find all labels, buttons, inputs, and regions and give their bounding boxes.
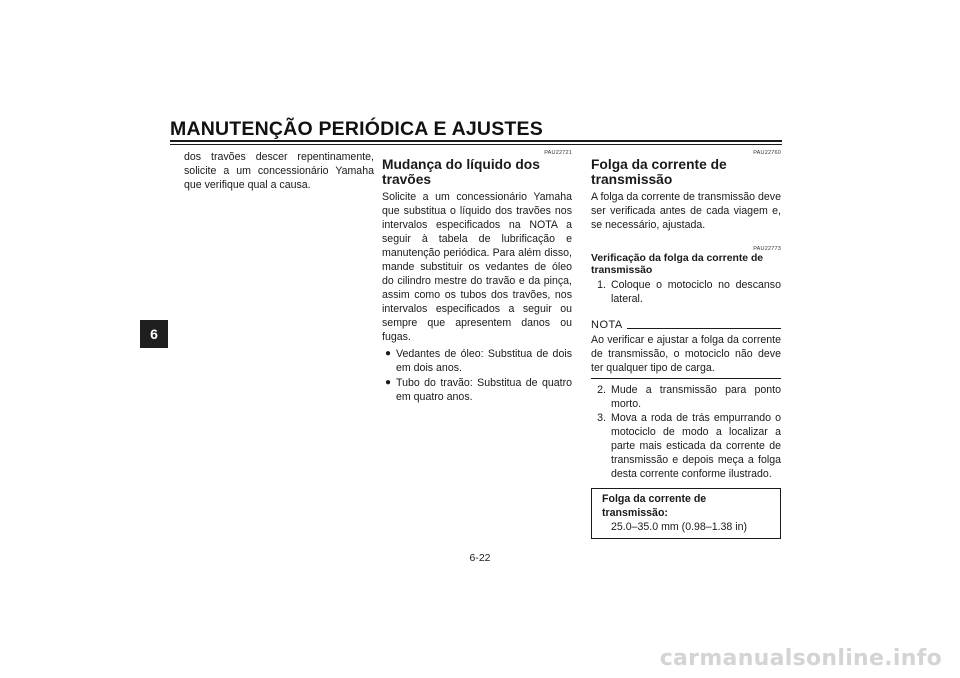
step-item: [591, 278, 781, 306]
section-code: PAU22760: [753, 150, 781, 156]
page-title: MANUTENÇÃO PERIÓDICA E AJUSTES: [170, 118, 543, 140]
step-text: Mude a transmissão para ponto morto.: [611, 384, 781, 410]
watermark: carmanualsonline.info: [659, 646, 942, 671]
step-number: 3.: [597, 412, 606, 424]
section-code: PAU22773: [753, 246, 781, 252]
step-item: [591, 383, 781, 411]
chapter-tab: 6: [140, 320, 168, 348]
section-heading: Folga da corrente de transmissão: [591, 157, 727, 187]
page-number: 6-22: [469, 552, 491, 564]
nota-end-rule: [591, 378, 781, 379]
section-heading: Mudança do líquido dos travões: [382, 157, 540, 187]
nota-rule: [627, 328, 781, 329]
bullet-dot-icon: ●: [385, 348, 392, 359]
nota-text: Ao verificar e ajustar a folga da corrente de transmissão, o motociclo não deve ter qualquer tipo de carga.: [591, 334, 781, 374]
bullet-text: Vedantes de óleo: Substitua de dois em dois anos.: [396, 348, 572, 374]
step-number: 2.: [597, 384, 606, 396]
bullet-item: [382, 376, 572, 404]
column-3: [591, 150, 781, 539]
spec-label: Folga da corrente de transmissão:: [602, 493, 707, 519]
step-text: Coloque o motociclo no descanso lateral.: [611, 279, 781, 305]
nota-label: NOTA: [591, 319, 623, 331]
spec-box: [591, 488, 781, 539]
column-2: [382, 150, 572, 404]
spec-value: 25.0–35.0 mm (0.98–1.38 in): [611, 521, 748, 533]
section-body: Solicite a um concessionário Yamaha que substitua o líquido dos travões nos intervalos especificados na NOTA a seguir à tabela de lubrificação e manutenção periódica. Para além disso, mande substituir os vedantes de óleo do cilindro mestre do travão e da pinça, assim como os tubos dos travões, nos intervalos especificados a seguir ou sempre que apresentem danos ou fugas.: [382, 191, 572, 343]
section-intro: A folga da corrente de transmissão deve ser verificada antes de cada viagem e, se necessário, ajustada.: [591, 191, 781, 231]
bullet-item: [382, 347, 572, 375]
title-rule: [170, 140, 782, 142]
title-rule-thin: [170, 144, 782, 145]
col1-paragraph: dos travões descer repentinamente, solicite a um concessionário Yamaha que verifique qual a causa.: [184, 151, 374, 191]
step-text: Mova a roda de trás empurrando o motociclo de modo a localizar a parte mais esticada da corrente de transmissão e depois meça a folga desta corrente conforme ilustrado.: [611, 412, 781, 480]
bullet-dot-icon: ●: [385, 377, 392, 388]
step-number: 1.: [597, 279, 606, 291]
bullet-text: Tubo do travão: Substitua de quatro em quatro anos.: [396, 377, 572, 403]
step-item: [591, 411, 781, 481]
nota-header: [591, 318, 781, 332]
section-code: PAU22721: [544, 150, 572, 156]
subsection-heading: Verificação da folga da corrente de transmissão: [591, 253, 764, 276]
column-1: [184, 150, 374, 192]
